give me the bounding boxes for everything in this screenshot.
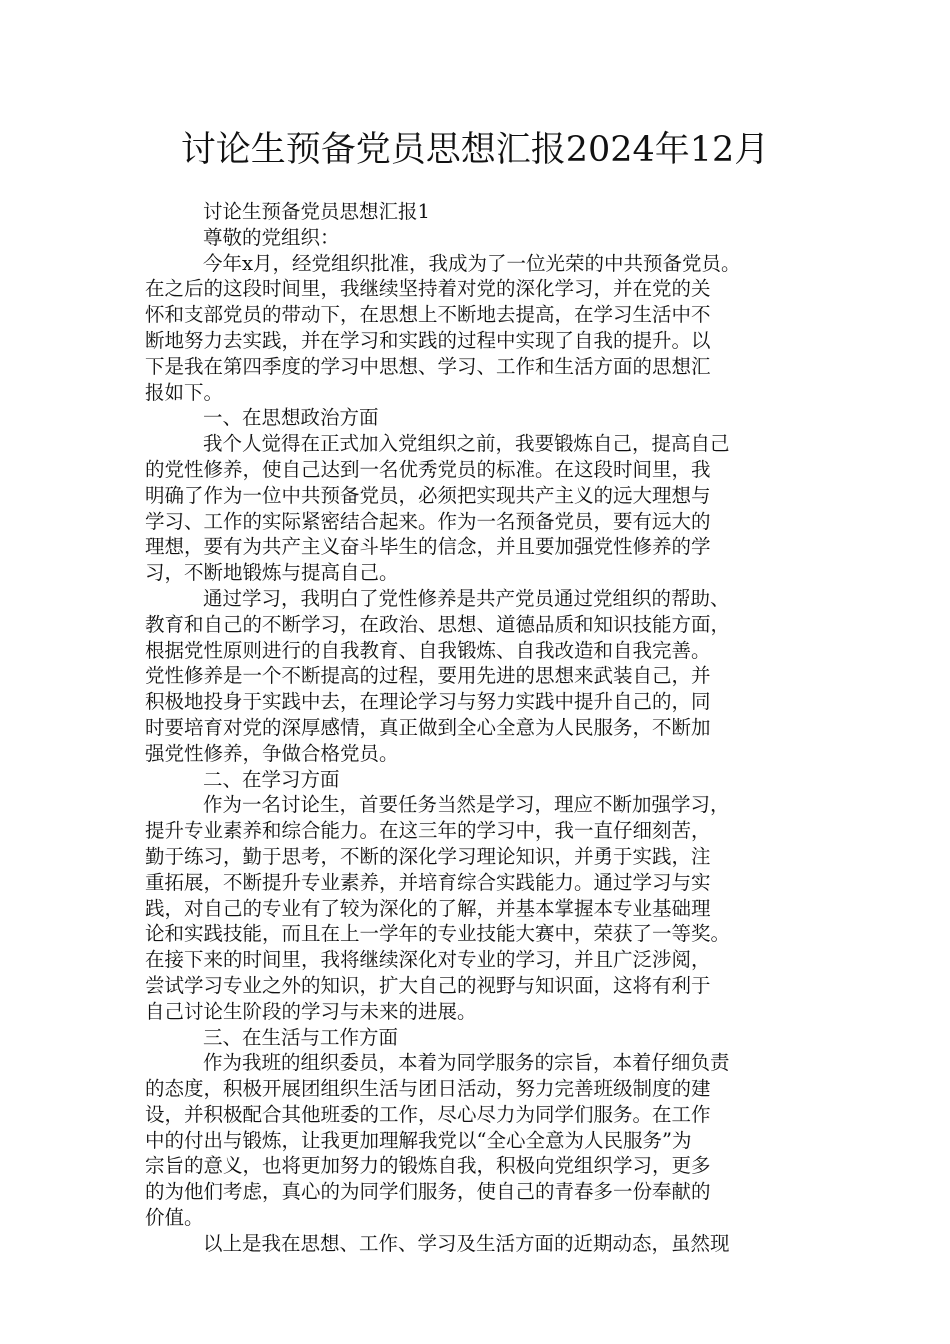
body-line: 一、在思想政治方面 <box>203 406 379 430</box>
body-line: 设，并积极配合其他班委的工作，尽心尽力为同学们服务。在工作 <box>145 1102 711 1126</box>
body-line: 党性修养是一个不断提高的过程，要用先进的思想来武装自己，并 <box>145 664 711 688</box>
body-line: 讨论生预备党员思想汇报1 <box>203 200 430 223</box>
document-body <box>145 199 807 1257</box>
body-line: 强党性修养，争做合格党员。 <box>145 741 399 765</box>
body-line: 三、在生活与工作方面 <box>203 1025 399 1049</box>
body-line: 作为一名讨论生，首要任务当然是学习，理应不断加强学习， <box>203 793 730 817</box>
body-line: 时要培育对党的深厚感情，真正做到全心全意为人民服务，不断加 <box>145 715 711 739</box>
body-line: 下是我在第四季度的学习中思想、学习、工作和生活方面的思想汇 <box>145 354 711 378</box>
body-line: 提升专业素养和综合能力。在这三年的学习中，我一直仔细刻苦， <box>145 819 711 843</box>
body-line: 在接下来的时间里，我将继续深化对专业的学习，并且广泛涉阅， <box>145 948 711 972</box>
body-line: 断地努力去实践，并在学习和实践的过程中实现了自我的提升。以 <box>145 328 711 352</box>
body-line: 自己讨论生阶段的学习与未来的进展。 <box>145 999 477 1023</box>
body-line: 勤于练习，勤于思考，不断的深化学习理论知识，并勇于实践，注 <box>145 844 711 868</box>
body-line: 怀和支部党员的带动下，在思想上不断地去提高，在学习生活中不 <box>145 303 711 327</box>
body-line: 教育和自己的不断学习，在政治、思想、道德品质和知识技能方面， <box>145 612 731 636</box>
body-line: 报如下。 <box>145 380 224 404</box>
body-line: 的态度，积极开展团组织生活与团日活动，努力完善班级制度的建 <box>145 1077 711 1101</box>
body-line: 在之后的这段时间里，我继续坚持着对党的深化学习，并在党的关 <box>145 277 711 301</box>
body-line: 中的付出与锻炼，让我更加理解我党以“全心全意为人民服务”为 <box>145 1128 692 1152</box>
body-line: 宗旨的意义，也将更加努力的锻炼自我，积极向党组织学习，更多 <box>145 1154 711 1178</box>
document-title: 讨论生预备党员思想汇报2024年12月 <box>180 130 770 170</box>
body-line: 论和实践技能，而且在上一学年的专业技能大赛中，荣获了一等奖。 <box>145 922 731 946</box>
body-line: 理想，要有为共产主义奋斗毕生的信念，并且要加强党性修养的学 <box>145 535 711 559</box>
body-line: 尊敬的党组织： <box>203 225 340 249</box>
body-line: 通过学习，我明白了党性修养是共产党员通过党组织的帮助、 <box>203 586 730 610</box>
body-line: 积极地投身于实践中去，在理论学习与努力实践中提升自己的，同 <box>145 690 711 714</box>
body-line: 学习、工作的实际紧密结合起来。作为一名预备党员，要有远大的 <box>145 509 711 533</box>
body-line: 价值。 <box>145 1206 204 1230</box>
body-line: 今年x月，经党组织批准，我成为了一位光荣的中共预备党员。 <box>203 251 741 275</box>
body-line: 以上是我在思想、工作、学习及生活方面的近期动态，虽然现 <box>203 1231 730 1255</box>
body-line: 践，对自己的专业有了较为深化的了解，并基本掌握本专业基础理 <box>145 896 711 920</box>
body-line: 重拓展，不断提升专业素养，并培育综合实践能力。通过学习与实 <box>145 870 711 894</box>
body-line: 作为我班的组织委员，本着为同学服务的宗旨，本着仔细负责 <box>203 1051 730 1075</box>
body-line: 明确了作为一位中共预备党员，必须把实现共产主义的远大理想与 <box>145 483 711 507</box>
body-line: 二、在学习方面 <box>203 767 340 791</box>
body-line: 的为他们考虑，真心的为同学们服务，使自己的青春多一份奉献的 <box>145 1180 711 1204</box>
body-line: 我个人觉得在正式加入党组织之前，我要锻炼自己，提高自己 <box>203 432 730 456</box>
body-line: 尝试学习专业之外的知识，扩大自己的视野与知识面，这将有利于 <box>145 973 711 997</box>
body-line: 的党性修养，使自己达到一名优秀党员的标准。在这段时间里，我 <box>145 457 711 481</box>
body-line: 根据党性原则进行的自我教育、自我锻炼、自我改造和自我完善。 <box>145 638 711 662</box>
body-line: 习，不断地锻炼与提高自己。 <box>145 561 399 585</box>
